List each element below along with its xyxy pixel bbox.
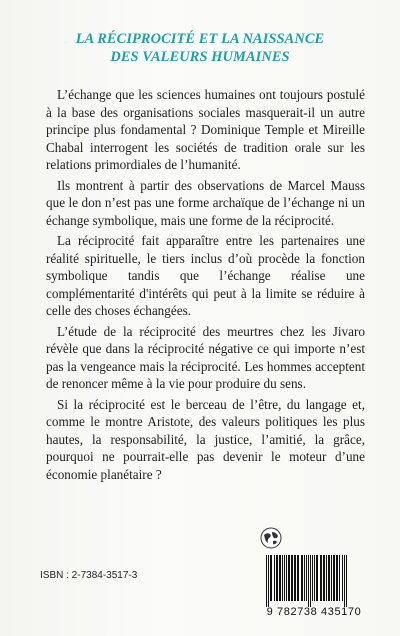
blurb-paragraph-4: L’étude de la réciprocité des meurtres chez les Jivaro révèle que dans la réciprocité négative ce qui importe n’est pas la vengeance mais la réciprocité. Les hommes acceptent de renoncer même à la vie pour produire du sens. [46, 323, 365, 391]
barcode-bar [297, 555, 299, 601]
barcode-bar [306, 555, 307, 601]
barcode-bar [333, 555, 335, 601]
barcode-bar [320, 555, 322, 601]
book-title [20, 30, 380, 66]
barcode-bar [339, 555, 340, 601]
barcode [262, 555, 366, 607]
barcode-bar [346, 555, 347, 607]
title-line-2: DES VALEURS HUMAINES [110, 49, 290, 65]
barcode-bar [301, 555, 303, 601]
blurb-paragraph-3: La réciprocité fait apparaître entre les partenaires une réalité spirituelle, le tiers inclus d’où procède la fonction symbolique tandis que l’échange réalise une complémentarité d'intérêts qui peut à la limite se réduire à celle des choses échangées. [46, 233, 365, 318]
barcode-bar [314, 555, 315, 601]
barcode-number: 9 782738 435170 [266, 606, 362, 618]
barcode-bar [344, 555, 345, 607]
barcode-bar [342, 555, 343, 601]
barcode-bar [274, 555, 275, 601]
barcode-bar [294, 555, 296, 601]
title-line-1: LA RÉCIPROCITÉ ET LA NAISSANCE [75, 31, 325, 47]
barcode-bar [266, 555, 267, 607]
barcode-bar [291, 555, 293, 601]
barcode-bar [270, 555, 272, 601]
barcode-bar [308, 555, 309, 607]
globe-logo-icon [260, 527, 282, 549]
barcode-bar [279, 555, 281, 601]
blurb-paragraph-2: Ils montrent à partir des observations de Marcel Mauss que le don n’est pas une forme archaïque de l’échange ni un échange symbolique, mais une forme de la réciprocité. [46, 177, 365, 228]
blurb-paragraph-5: Si la réciprocité est le berceau de l’être, du langage et, comme le montre Aristote, des valeurs politiques les plus hautes, la responsabilité, la justice, l’amitié, la grâce, pourquoi ne pourrait-elle pas devenir le moteur d’une économie planétaire ? [46, 396, 365, 482]
blurb [46, 86, 365, 486]
barcode-bar [284, 555, 285, 601]
barcode-bar [276, 555, 278, 601]
barcode-bar [268, 555, 269, 607]
barcode-bar [328, 555, 330, 601]
blurb-paragraph-1: L’échange que les sciences humaines ont toujours postulé à la base des organisations sociales masquerait-il un autre principe plus fondamental ? Dominique Temple et Mireille Chabal interrogent les sociétés de tradition orale sur les relations primordiales de l’humanité. [46, 87, 365, 172]
barcode-bar [286, 555, 287, 601]
barcode-bar [304, 555, 305, 601]
barcode-bar [316, 555, 318, 601]
barcode-bar [323, 555, 325, 601]
barcode-bar [331, 555, 332, 601]
isbn-label: ISBN : 2-7384-3517-3 [40, 570, 138, 581]
barcode-bar [282, 555, 283, 601]
barcode-bar [326, 555, 327, 601]
barcode-bar [312, 555, 313, 601]
barcode-bar [288, 555, 290, 601]
barcode-bar [310, 555, 311, 607]
barcode-bar [336, 555, 338, 601]
